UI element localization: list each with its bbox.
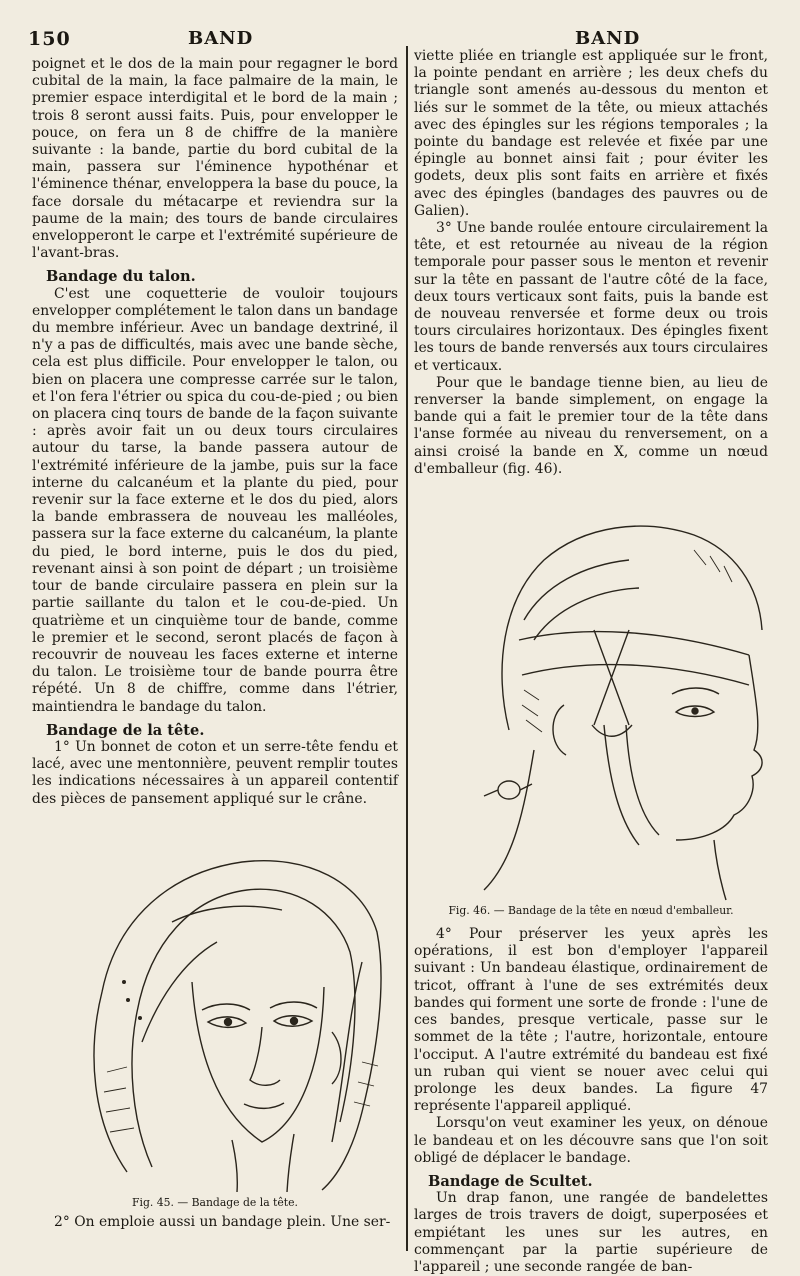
paragraph-tete-1: 1° Un bonnet de coton et un serre-tête fendu et lacé, avec une mentonnière, peuvent remplir toutes les indications nécessaires à un appareil contentif des pièces de pansement appliqué sur le crâne. [32, 738, 398, 807]
heading-bandage-talon: Bandage du talon. [46, 268, 196, 286]
right-column [414, 48, 768, 1276]
figure-45-caption: Fig. 45. — Bandage de la tête. [132, 1195, 298, 1209]
figure-46 [414, 490, 768, 918]
running-head-left: BAND [188, 28, 254, 49]
paragraph-noeud-emballeur: Pour que le bandage tienne bien, au lieu de renverser la bande simplement, on engage la bande qui a fait le premier tour de la tête dans l'anse formée au niveau du renversement, on a ainsi croisé la bande en X, comme un nœud d'emballeur (fig. 46). [414, 374, 768, 477]
heading-bandage-tete: Bandage de la tête. [46, 721, 205, 739]
paragraph-bande-roulee: 3° Une bande roulée entoure circulairement la tête, et est retournée au niveau de la région temporale pour passer sous le menton et revenir sur la tête en passant de l'autre côté de la face, deux tours verticaux sont faits, puis la bande est de nouveau renversée et forme deux ou trois tours circulaires horizontaux. Des épingles fixent les tours de bande renversés aux tours circulaires et verticaux. [414, 220, 768, 374]
paragraph-preserver-yeux: 4° Pour préserver les yeux après les opérations, il est bon d'employer l'appareil suivant : Un bandeau élastique, ordinairement de tricot, offrant à l'une de ses extrémités deux bandes qui forment une sorte de fronde : l'une de ces bandes, presque verticale, passe sur le sommet de la tête ; l'autre, horizontale, entoure l'occiput. A l'autre extrémité du bandeau est fixé un ruban qui vient se nouer avec celui qui prolonge les deux bandes. La figure 47 représente l'appareil appliqué. [414, 926, 768, 1115]
paragraph-hand-continued: poignet et le dos de la main pour regagner le bord cubital de la main, la face palmaire de la main, le premier espace interdigital et le bord de la main ; trois 8 seront aussi faits. Puis, pour envelopper le pouce, on fera un 8 de chiffre de la manière suivante : la bande, partie du bord cubital de la main, passera sur l'éminence hypothénar et l'éminence thénar, enveloppera la base du pouce, la face dorsale du métacarpe et reviendra sur la paume de la main; des tours de bande circulaires envelopperont le carpe et l'extrémité supérieure de l'avant-bras. [32, 56, 399, 262]
figure-46-engraving [414, 490, 768, 902]
page-number: 150 [28, 28, 71, 50]
paragraph-tete-2: 2° On emploie aussi un bandage plein. Une ser- [54, 1213, 391, 1230]
figure-46-caption: Fig. 46. — Bandage de la tête en nœud d'emballeur. [448, 904, 734, 918]
running-head-right: BAND [575, 28, 641, 49]
paragraph-scultet: Un drap fanon, une rangée de bandelettes larges de trois travers de doigt, superposées et empiétant les unes sur les autres, en commençant par la partie supérieure de l'appareil ; une seconde rangée de ban- [414, 1190, 768, 1275]
heading-bandage-scultet: Bandage de Scultet. [428, 1172, 593, 1190]
paragraph-talon: C'est une coquetterie de vouloir toujours envelopper complétement le talon dans un bandage du membre inférieur. Avec un bandage dextriné, il n'y a pas de difficultés, mais avec une bande sèche, cela est plus difficile. Pour envelopper le talon, ou bien on placera une compresse carrée sur le talon, et l'on fera l'étrier ou spica du cou-de-pied ; ou bien on placera cinq tours de bande de la façon suivante : après avoir fait un ou deux tours circulaires autour du tarse, la bande passera autour de l'extrémité inférieure de la jambe, puis sur la face interne du calcanéum et la plante du pied, pour revenir sur la face externe et le dos du pied, alors la bande embrassera de nouveau les malléoles, passera sur la face externe du calcanéum, la plante du pied, le bord interne, puis le dos du pied, revenant ainsi à son point de départ ; un troisième tour de bande circulaire passera en plein sur la partie saillante du talon et le cou-de-pied. Un quatrième et un cinquième tour de bande, comme le premier et le second, seront placés de façon à recouvrir de nouveau les faces externe et interne du talon. Le troisième tour de bande pourra être répété. Un 8 de chiffre, comme dans l'étrier, maintiendra le bandage du talon. [32, 285, 399, 715]
left-column [32, 56, 398, 1231]
figure-45-engraving [32, 822, 398, 1194]
paragraph-examiner-yeux: Lorsqu'on veut examiner les yeux, on dénoue le bandeau et on les découvre sans que l'on soit obligé de déplacer le bandage. [414, 1115, 768, 1166]
column-divider [406, 46, 408, 1251]
paragraph-serviette-continued: viette pliée en triangle est appliquée sur le front, la pointe pendant en arrière ; les deux chefs du triangle sont amenés au-dessous du menton et liés sur le sommet de la tête, ou mieux attachés avec des épingles sur les régions temporales ; la pointe du bandage est relevée et fixée par une épingle au bonnet ainsi fait ; pour éviter les godets, deux plis sont faits en arrière et fixés avec des épingles (bandages des pauvres ou de Galien). [414, 48, 768, 219]
figure-45 [32, 822, 398, 1210]
